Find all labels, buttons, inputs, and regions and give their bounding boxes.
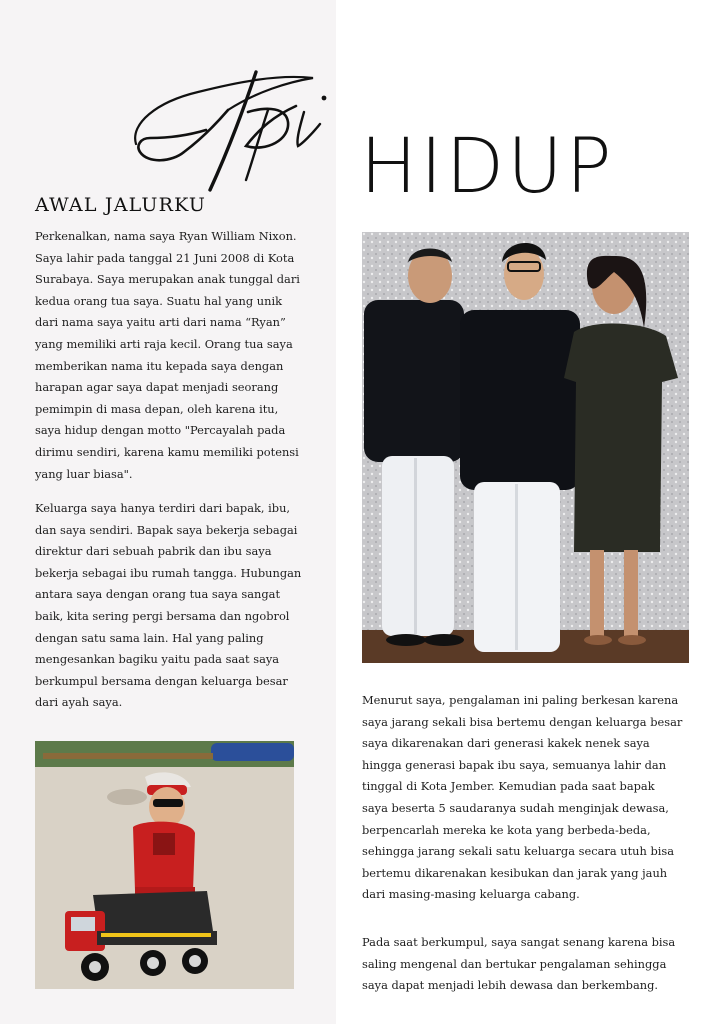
text-line: dirimu sendiri, karena kamu memiliki potensi [35,444,299,459]
left-paragraph-2 [35,498,305,714]
text-line: Perkenalkan, nama saya Ryan William Nixon. [35,229,297,243]
text-line: bertemu dikarenakan kesibukan dan jarak yang jauh [362,865,668,880]
text-line: dari nama saya yaitu arti dari nama “Ryan” [35,315,286,330]
text-line: Saya lahir pada tanggal 21 Juni 2008 di Kota [35,250,295,265]
text-line: Pada saat berkumpul, saya sangat senang karena bisa [362,935,676,949]
text-line: harapan agar saya dapat menjadi seorang [35,380,279,395]
script-i-dot [322,96,327,101]
text-line: Menurut saya, pengalaman ini paling berkesan karena [362,693,679,707]
text-line: bekerja sebagai ibu rumah tangga. Hubungan [35,565,302,580]
text-line: dari masing-masing keluarga cabang. [362,887,580,902]
wooden-frame [43,753,213,759]
text-line: yang luar biasa". [35,466,133,481]
text-line: sehingga jarang sekali satu keluarga secara utuh bisa [362,844,675,859]
script-stroke-a-body [138,110,228,160]
text-line: kedua orang tua saya. Suatu hal yang unik [35,293,283,308]
text-line: dan saya sendiri. Bapak saya bekerja sebagai [35,522,298,537]
text-line: dari ayah saya. [35,695,123,710]
section-subtitle: AWAL JALURKU [35,194,207,216]
text-line: hingga generasi bapak ibu saya, semuanya lahir dan [362,757,667,772]
right-paragraph-1 [362,690,692,906]
text-line: dengan satu sama lain. Hal yang paling [35,630,264,645]
page-title-hidup: HIDUP [360,121,615,210]
right-paragraph-2 [362,932,692,997]
blue-boat [211,743,294,761]
left-paragraph-1 [35,226,305,485]
text-line: saya beserta 5 saudaranya sudah menginjak dewasa, [362,800,669,815]
script-stroke-p [246,106,296,148]
script-title-api [128,52,338,202]
text-line: Keluarga saya hanya terdiri dari bapak, ibu, [35,501,291,515]
text-line: baik, kita sering pergi bersama dan ngobrol [35,608,290,623]
text-line: saling mengenal dan bertukar pengalaman sehingga [362,956,667,971]
script-stroke-p-stem [246,110,268,180]
text-line: saya dikarenakan dari generasi kakek nenek saya [362,736,650,751]
text-line: saya hidup dengan motto "Percayalah pada [35,423,286,438]
text-line: berkumpul bersama dengan keluarga besar [35,673,288,688]
text-line: tinggal di Kota Jember. Kemudian pada saat bapak [362,779,655,794]
family-photo [362,232,689,663]
text-line: mengesankan bagiku yaitu pada saat saya [35,652,280,667]
text-line: direktur dari sebuah pabrik dan ibu saya [35,544,272,559]
text-line: pemimpin di masa depan, oleh karena itu, [35,401,279,416]
text-line: memberikan nama itu kepada saya dengan [35,358,284,373]
childhood-photo [35,741,294,989]
text-line: berpencarlah mereka ke kota yang berbeda-beda, [362,822,651,837]
text-line: saya dapat menjadi lebih dewasa dan berkembang. [362,978,659,993]
text-line: saya jarang sekali bisa bertemu dengan keluarga besar [362,714,683,729]
text-line: Surabaya. Saya merupakan anak tunggal dari [35,272,300,287]
script-stroke-i [297,112,320,146]
text-line: antara saya dengan orang tua saya sangat [35,587,281,602]
text-line: yang memiliki arti raja kecil. Orang tua saya [35,336,293,351]
